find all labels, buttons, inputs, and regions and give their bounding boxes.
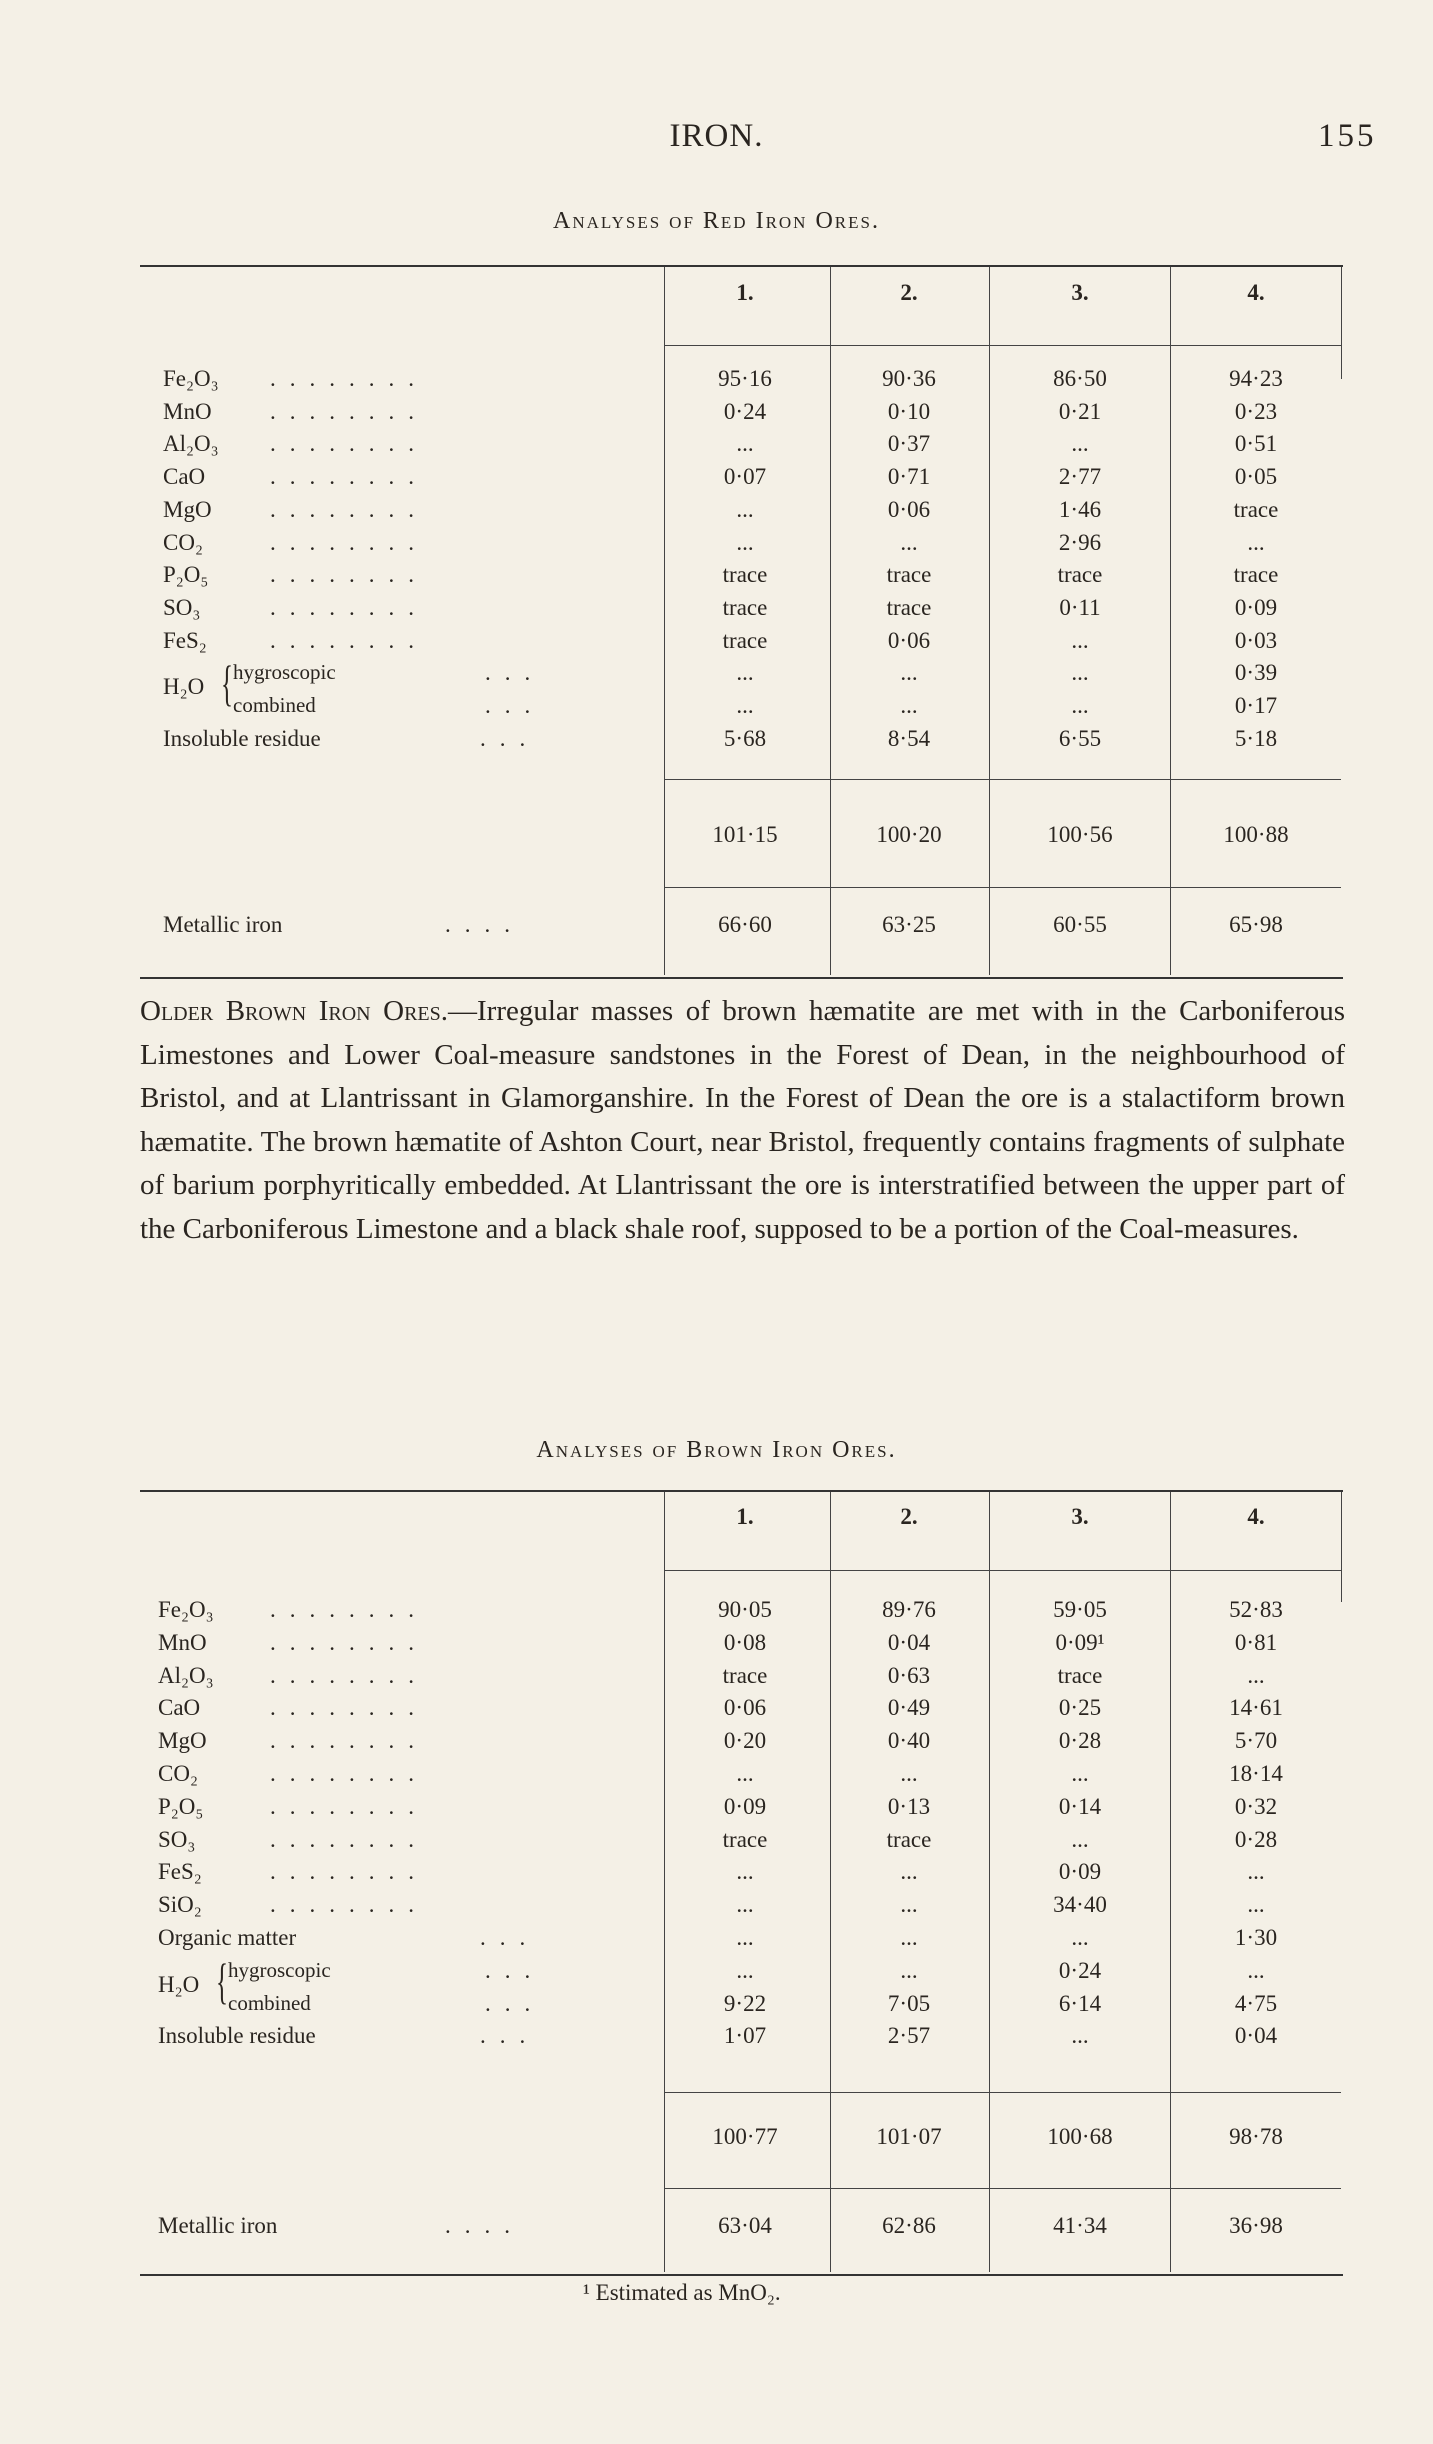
column-header: 1.: [736, 280, 754, 305]
leader-dots: ........: [270, 627, 428, 653]
leader-dots: ........: [270, 398, 428, 424]
row-label: Al₂O₃: [163, 431, 219, 457]
table-cell: 0·06: [887, 627, 931, 653]
row-label: Organic matter: [158, 1925, 297, 1950]
table-cell: 0·04: [887, 1629, 931, 1655]
column-header: 4.: [1247, 280, 1265, 305]
table-cell: 0·10: [887, 398, 931, 424]
leader-dots: ........: [270, 1695, 428, 1721]
table-cell: 0·32: [1234, 1793, 1278, 1819]
row-label: FeS₂: [163, 627, 207, 653]
table-cell: 4·75: [1234, 1990, 1278, 2016]
total-cell: 98·78: [1229, 2124, 1283, 2149]
table-cell: trace: [722, 627, 768, 653]
table-cell: ...: [736, 1761, 754, 1786]
table-cell: ...: [736, 1859, 754, 1885]
metallic-iron-label: Metallic iron: [158, 2213, 278, 2238]
paragraph-lead: Older Brown Iron Ores.: [140, 995, 449, 1027]
table-cell: ...: [900, 529, 918, 555]
table-cell: 0·11: [1059, 594, 1101, 620]
brace-glyph: {: [216, 1952, 228, 2009]
table-cell: 0·49: [887, 1695, 931, 1721]
leader-dots: ........: [270, 1859, 428, 1885]
total-cell: 101·15: [712, 822, 778, 847]
metallic-cell: 60·55: [1053, 912, 1107, 937]
table-cell: 52·83: [1229, 1597, 1283, 1622]
table-cell: trace: [886, 1826, 932, 1852]
table-cell: 0·20: [723, 1728, 767, 1754]
row-label: MnO: [163, 398, 212, 424]
table-cell: 0·09: [1058, 1859, 1102, 1885]
table-cell: 0·07: [723, 464, 767, 490]
row-label: CaO: [163, 464, 206, 490]
table-cell: 59·05: [1053, 1597, 1107, 1622]
row-label: SiO₂: [158, 1892, 202, 1918]
table-cell: ...: [1071, 1826, 1089, 1852]
table-cell: 89·76: [882, 1597, 936, 1622]
table-cell: 0·08: [723, 1629, 767, 1655]
table-cell: 0·05: [1234, 464, 1278, 490]
leader-dots: ........: [270, 1597, 428, 1622]
row-label: hygroscopic: [233, 660, 336, 685]
table-cell: trace: [722, 1662, 768, 1688]
table-cell: 2·57: [887, 2023, 931, 2049]
table-cell: 90·05: [718, 1597, 772, 1622]
table-cell: 0·81: [1234, 1629, 1278, 1655]
table-cell: ...: [900, 693, 918, 718]
metallic-cell: 62·86: [882, 2213, 936, 2238]
table-cell: ...: [1247, 1662, 1265, 1688]
table-cell: trace: [1057, 1662, 1103, 1688]
leader-dots: ........: [270, 1826, 428, 1852]
row-label: CO₂: [158, 1761, 198, 1786]
table-cell: 1·46: [1058, 496, 1102, 522]
table-caption-red: Analyses of Red Iron Ores.: [553, 208, 880, 234]
footnote: ¹ Estimated as MnO₂.: [583, 2280, 781, 2305]
column-header: 3.: [1071, 280, 1089, 305]
table-cell: 34·40: [1053, 1892, 1107, 1918]
row-label: P₂O₅: [158, 1793, 204, 1819]
column-header: 2.: [900, 280, 918, 305]
table-cell: 94·23: [1229, 366, 1283, 391]
total-cell: 100·20: [876, 822, 942, 847]
metallic-cell: 63·25: [882, 912, 936, 937]
table-cell: 0·28: [1058, 1728, 1102, 1754]
metallic-cell: 41·34: [1053, 2213, 1107, 2238]
table-caption-brown: Analyses of Brown Iron Ores.: [536, 1437, 897, 1463]
water-label: H₂O: [158, 1971, 200, 1997]
leader-dots: ........: [270, 1662, 428, 1688]
metallic-iron-label: Metallic iron: [163, 912, 283, 937]
row-label: FeS₂: [158, 1859, 202, 1885]
total-cell: 100·88: [1223, 822, 1289, 847]
table-cell: 0·03: [1234, 627, 1278, 653]
table-cell: trace: [722, 1826, 768, 1852]
total-cell: 101·07: [876, 2124, 942, 2149]
leader-dots: ....: [445, 912, 524, 937]
leader-dots: ........: [270, 594, 428, 620]
column-header: 1.: [736, 1504, 754, 1529]
leader-dots: ........: [270, 464, 428, 490]
table-cell: 0·09: [1234, 594, 1278, 620]
table-cell: 0·06: [723, 1695, 767, 1721]
table-cell: 0·24: [723, 398, 767, 424]
table-cell: 5·18: [1234, 725, 1278, 751]
table-cell: trace: [1057, 562, 1103, 588]
page-number: 155: [1318, 118, 1377, 154]
leader-dots: ........: [270, 562, 428, 588]
metallic-cell: 66·60: [718, 912, 772, 937]
table-cell: ...: [1247, 1892, 1265, 1918]
table-cell: 0·24: [1058, 1957, 1102, 1983]
table-cell: 90·36: [882, 366, 936, 391]
table-cell: 0·71: [887, 464, 931, 490]
leader-dots: ...: [480, 725, 540, 751]
table-cell: 7·05: [887, 1990, 931, 2016]
table-cell: 0·28: [1234, 1826, 1278, 1852]
table-cell: 0·14: [1058, 1793, 1102, 1819]
table-cell: 5·68: [723, 725, 767, 751]
row-label: combined: [228, 1990, 311, 2015]
leader-dots: ...: [485, 660, 545, 686]
table-cell: ...: [736, 496, 754, 522]
row-label: Insoluble residue: [163, 725, 321, 751]
table-cell: ...: [1071, 1925, 1089, 1950]
leader-dots: ........: [270, 529, 428, 555]
brown-ores-paragraph: [140, 990, 1345, 1251]
table-cell: 0·04: [1234, 2023, 1278, 2049]
row-label: Insoluble residue: [158, 2023, 316, 2049]
table-cell: 0·63: [887, 1662, 931, 1688]
metallic-cell: 63·04: [718, 2213, 772, 2238]
table-cell: 5·70: [1234, 1728, 1278, 1754]
table-cell: ...: [1071, 660, 1089, 686]
leader-dots: ........: [270, 366, 428, 391]
table-cell: ...: [900, 1892, 918, 1918]
table-cell: 8·54: [887, 725, 931, 751]
leader-dots: ........: [270, 1629, 428, 1655]
table-cell: trace: [886, 594, 932, 620]
table-cell: 2·96: [1058, 529, 1102, 555]
table-cell: ...: [1247, 1859, 1265, 1885]
table-cell: trace: [1233, 496, 1279, 522]
leader-dots: ........: [270, 1892, 428, 1918]
table-cell: 0·40: [887, 1728, 931, 1754]
metallic-cell: 36·98: [1229, 2213, 1283, 2238]
leader-dots: ...: [480, 1925, 540, 1950]
column-header: 2.: [900, 1504, 918, 1529]
table-cell: ...: [900, 1957, 918, 1983]
column-header: 4.: [1247, 1504, 1265, 1529]
table-cell: trace: [1233, 562, 1279, 588]
table-cell: ...: [736, 660, 754, 686]
table-cell: 6·55: [1058, 725, 1102, 751]
table-cell: ...: [900, 1761, 918, 1786]
row-label: MgO: [158, 1728, 207, 1754]
total-cell: 100·68: [1047, 2124, 1113, 2149]
table-cell: 0·23: [1234, 398, 1278, 424]
paragraph-text: —Irregular masses of brown hæmatite are met with in the Carboniferous Limestones and Lower Coal-measure sandstones in the Forest of Dean, in the neighbourhood of Bristol, and at Llantrissant in Glamorganshire. In the Forest of Dean the ore is a stalactiform brown hæmatite. The brown hæmatite of Ashton Court, near Bristol, frequently contains fragments of sulphate of barium porphyritically embedded. At Llantrissant the ore is interstratified between the upper part of the Carboniferous Limestone and a black shale roof, supposed to be a portion of the Coal-measures.: [140, 995, 1345, 1245]
table-cell: ...: [900, 660, 918, 686]
table-cell: 18·14: [1229, 1761, 1283, 1786]
row-label: Fe₂O₃: [163, 366, 219, 391]
table-cell: trace: [722, 594, 768, 620]
row-label: MnO: [158, 1629, 207, 1655]
table-cell: ...: [736, 693, 754, 718]
table-cell: trace: [886, 562, 932, 588]
leader-dots: ........: [270, 1761, 428, 1786]
table-cell: ...: [736, 431, 754, 457]
table-cell: 0·17: [1234, 693, 1278, 718]
row-label: Fe₂O₃: [158, 1597, 214, 1622]
water-label: H₂O: [163, 674, 205, 700]
leader-dots: ....: [445, 2213, 524, 2238]
table-cell: 14·61: [1229, 1695, 1283, 1721]
table-cell: 0·37: [887, 431, 931, 457]
column-header: 3.: [1071, 1504, 1089, 1529]
leader-dots: ........: [270, 496, 428, 522]
row-label: Al₂O₃: [158, 1662, 214, 1688]
table-cell: 0·09: [723, 1793, 767, 1819]
table-cell: ...: [736, 1957, 754, 1983]
table-cell: ...: [1071, 431, 1089, 457]
metallic-cell: 65·98: [1229, 912, 1283, 937]
table-cell: ...: [1247, 1957, 1265, 1983]
leader-dots: ........: [270, 431, 428, 457]
row-label: MgO: [163, 496, 212, 522]
leader-dots: ...: [485, 1957, 545, 1983]
row-label: combined: [233, 693, 316, 717]
leader-dots: ........: [270, 1793, 428, 1819]
table-cell: 1·07: [723, 2023, 767, 2049]
row-label: P₂O₅: [163, 562, 209, 588]
table-cell: ...: [1071, 1761, 1089, 1786]
table-cell: ...: [736, 1925, 754, 1950]
row-label: CO₂: [163, 529, 203, 555]
table-cell: ...: [900, 1925, 918, 1950]
table-cell: 2·77: [1058, 464, 1102, 490]
table-cell: 0·13: [887, 1793, 931, 1819]
table-cell: 0·09¹: [1055, 1629, 1105, 1655]
table-cell: 0·06: [887, 496, 931, 522]
table-cell: 0·51: [1234, 431, 1278, 457]
table-cell: ...: [1247, 529, 1265, 555]
row-label: SO₃: [158, 1826, 196, 1852]
table-cell: 95·16: [718, 366, 772, 391]
total-cell: 100·77: [712, 2124, 778, 2149]
running-header-title: IRON.: [669, 118, 764, 154]
brace-glyph: {: [221, 655, 233, 712]
table-cell: ...: [736, 529, 754, 555]
total-cell: 100·56: [1047, 822, 1113, 847]
table-cell: ...: [1071, 693, 1089, 718]
table-cell: 0·25: [1058, 1695, 1102, 1721]
table-cell: ...: [900, 1859, 918, 1885]
table-cell: 0·39: [1234, 660, 1278, 686]
table-cell: 0·21: [1058, 398, 1102, 424]
table-cell: 6·14: [1058, 1990, 1102, 2016]
row-label: hygroscopic: [228, 1957, 331, 1982]
leader-dots: ...: [485, 1990, 545, 2016]
table-cell: ...: [736, 1892, 754, 1918]
row-label: SO₃: [163, 594, 201, 620]
table-cell: 1·30: [1234, 1925, 1278, 1950]
leader-dots: ...: [485, 693, 545, 718]
leader-dots: ........: [270, 1728, 428, 1754]
leader-dots: ...: [480, 2023, 540, 2049]
row-label: CaO: [158, 1695, 201, 1721]
table-cell: trace: [722, 562, 768, 588]
table-cell: ...: [1071, 627, 1089, 653]
table-cell: ...: [1071, 2023, 1089, 2049]
table-cell: 86·50: [1053, 366, 1107, 391]
table-cell: 9·22: [723, 1990, 767, 2016]
